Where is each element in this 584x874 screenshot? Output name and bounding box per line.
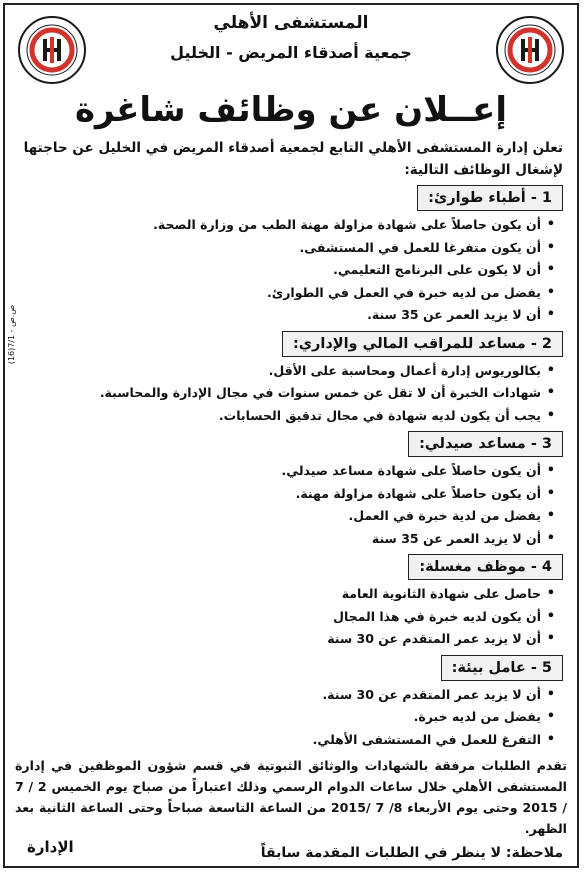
note: ملاحظة: لا ينظر في الطلبات المقدمة سابقاً xyxy=(260,845,563,861)
list-item: • أن لا يكون على البرنامج التعليمي. xyxy=(5,259,555,282)
section-heading: 5 - عامل بيئة: xyxy=(441,655,563,681)
section-heading: 4 - موظف مغسلة: xyxy=(408,554,563,580)
list-item: • بكالوريوس إدارة أعمال ومحاسبة على الأقل. xyxy=(5,360,555,383)
intro-text: تعلن إدارة المستشفى الأهلي التابع لجمعية أصدقاء المريض في الخليل عن حاجتها لإشغال الوظائف التالية: xyxy=(23,140,563,178)
list-item: • أن يكون متفرغا للعمل في المستشفى. xyxy=(5,237,555,260)
reference-code: (16)7/1 - ص.ص xyxy=(7,305,16,365)
section-laundry-employee xyxy=(5,554,577,651)
section-financial-assistant xyxy=(5,331,577,428)
list-item: • أن لا يزيد العمر عن 35 سنة xyxy=(5,528,555,551)
list-item: • التفرغ للعمل في المستشفى الأهلي. xyxy=(5,729,555,752)
section-heading: 3 - مساعد صيدلي: xyxy=(408,431,563,457)
page-title: إعــلان عن وظائف شاغرة xyxy=(74,90,508,130)
section-heading: 1 - أطباء طوارئ: xyxy=(417,185,563,211)
hospital-name: المستشفى الأهلي xyxy=(213,13,369,33)
section-environment-worker xyxy=(5,655,577,752)
list-item: • يفضل من لديه خبرة. xyxy=(5,706,555,729)
list-item: • يفضل من لديه خبرة في العمل في الطوارئ. xyxy=(5,282,555,305)
section-pharmacy-assistant xyxy=(5,431,577,550)
application-instructions: تقدم الطلبات مرفقة بالشهادات والوثائق الثبوتية في قسم شؤون الموظفين في إدارة المستشفى الأهلي خلال ساعات الدوام الرسمي وذلك اعتباراً من صباح يوم الخميس 2 / 7 / 2015 وحتى يوم الأربعاء 8/ 7 /2015 من الساعة التاسعة صباحاً وحتى الساعة الثانية بعد الظهر. xyxy=(15,758,568,836)
job-announcement xyxy=(3,3,579,868)
list-item: • أن يكون حاصلاً على شهادة مزاولة مهنة الطب من وزارة الصحة. xyxy=(5,214,555,237)
association-name: جمعية أصدقاء المريض - الخليل xyxy=(170,43,412,62)
list-item: • أن يكون حاصلاً على شهادة مساعد صيدلي. xyxy=(5,460,555,483)
section-heading: 2 - مساعد للمراقب المالي والإداري: xyxy=(282,331,563,357)
list-item: • يجب أن يكون لديه شهادة في مجال تدقيق الحسابات. xyxy=(5,405,555,428)
header xyxy=(5,5,577,87)
signature: الإدارة xyxy=(27,838,74,856)
list-item: • حاصل على شهادة الثانوية العامة xyxy=(5,583,555,606)
list-item: • أن يكون لديه خبرة في هذا المجال xyxy=(5,606,555,629)
list-item: • أن لا يزيد عمر المتقدم عن 30 سنة xyxy=(5,628,555,651)
list-item: • يفضل من لدية خبرة في العمل. xyxy=(5,505,555,528)
list-item: • أن لا يزيد عمر المتقدم عن 30 سنة. xyxy=(5,684,555,707)
list-item: • أن يكون حاصلاً على شهادة مزاولة مهنة. xyxy=(5,483,555,506)
section-emergency-doctors xyxy=(5,185,577,327)
list-item: • شهادات الخبرة أن لا تقل عن خمس سنوات في مجال الإدارة والمحاسبة. xyxy=(5,382,555,405)
list-item: • أن لا يزيد العمر عن 35 سنة. xyxy=(5,304,555,327)
